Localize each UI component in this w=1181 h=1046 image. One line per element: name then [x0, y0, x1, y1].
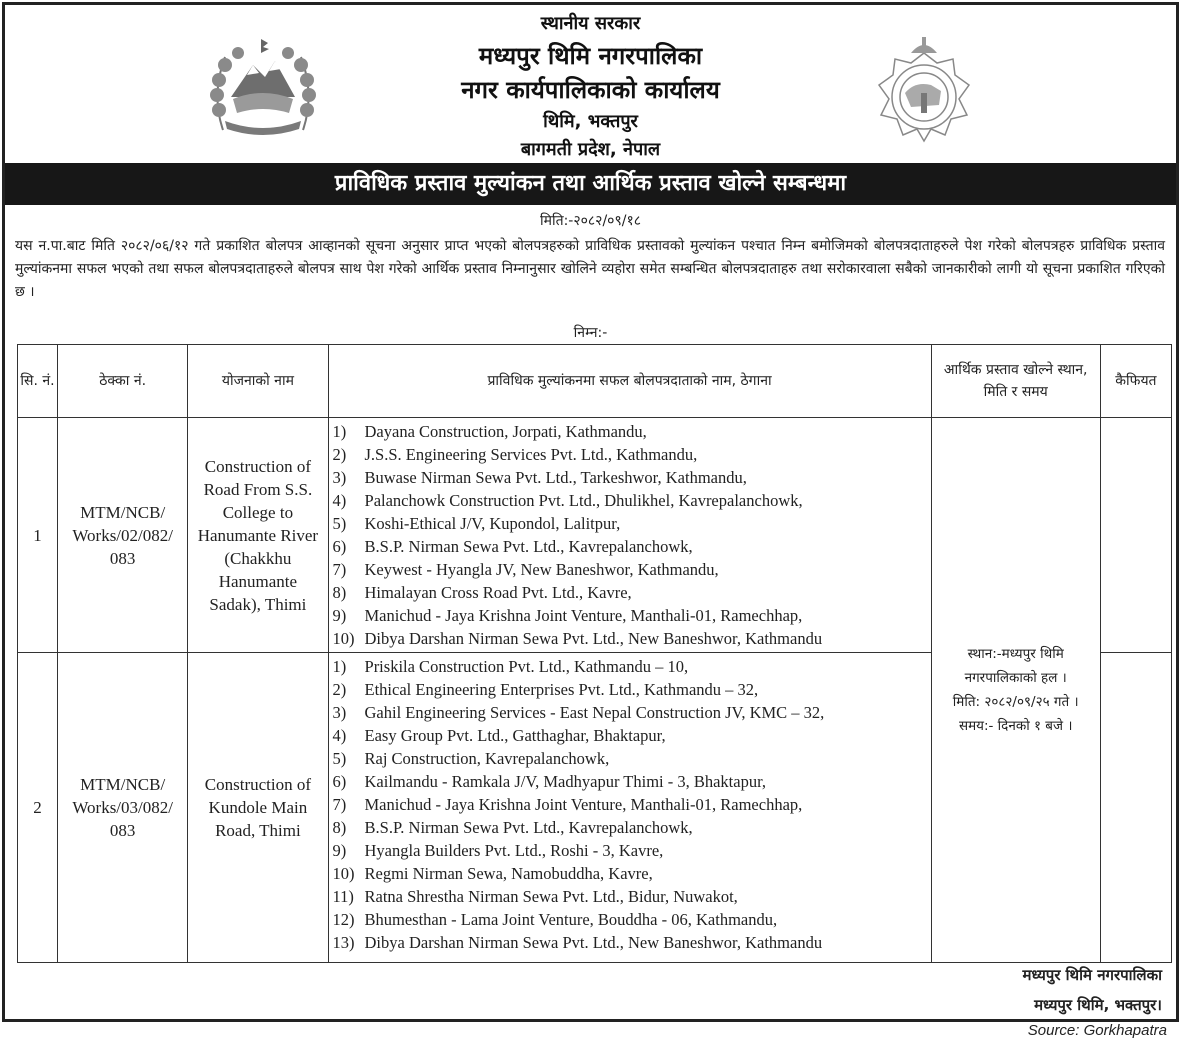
cell-opening-info — [931, 418, 1100, 963]
col-header-opening: आर्थिक प्रस्ताव खोल्ने स्थान, मिति र समय — [931, 345, 1100, 418]
table-row — [18, 418, 1172, 653]
header-local-government: स्थानीय सरकार — [540, 13, 641, 34]
bidder-item: 2) Ethical Engineering Enterprises Pvt. Ltd., Kathmandu – 32, — [332, 680, 759, 699]
signature-address: मध्यपुर थिमि, भक्तपुर। — [1034, 996, 1162, 1014]
notice-title-banner: प्राविधिक प्रस्ताव मुल्यांकन तथा आर्थिक प्रस्ताव खोल्ने सम्बन्धमा — [5, 163, 1176, 205]
bidders-table — [17, 344, 1172, 963]
bidder-item: 5) Koshi-Ethical J/V, Kupondol, Lalitpur, — [332, 514, 621, 533]
bidder-item: 9) Hyangla Builders Pvt. Ltd., Roshi - 3, Kavre, — [332, 841, 664, 860]
notice-date: मिति:-२०८२/०९/१८ — [539, 213, 642, 229]
header-province: बागमती प्रदेश, नेपाल — [520, 139, 661, 160]
col-header-sn: सि. नं. — [18, 345, 58, 418]
bidder-item: 7) Manichud - Jaya Krishna Joint Venture, Manthali-01, Ramechhap, — [332, 795, 803, 814]
notice-header — [5, 5, 1176, 165]
notice-frame — [2, 2, 1179, 1022]
bidder-item: 8) Himalayan Cross Road Pvt. Ltd., Kavre, — [332, 583, 632, 602]
list-intro: निम्न:- — [573, 325, 608, 341]
cell-sn: 1 — [18, 418, 58, 653]
signature-municipality: मध्यपुर थिमि नगरपालिका — [1022, 966, 1162, 984]
bidder-item: 10) Dibya Darshan Nirman Sewa Pvt. Ltd., New Baneshwor, Kathmandu — [332, 629, 823, 648]
cell-remarks — [1100, 653, 1171, 963]
col-header-project-name: योजनाको नाम — [188, 345, 328, 418]
col-header-bidders: प्राविधिक मुल्यांकनमा सफल बोलपत्रदाताको नाम, ठेगाना — [328, 345, 931, 418]
cell-project-name: Construction of Kundole Main Road, Thimi — [188, 653, 328, 963]
bidder-item: 11) Ratna Shrestha Nirman Sewa Pvt. Ltd., Bidur, Nuwakot, — [332, 887, 738, 906]
col-header-contract-no: ठेक्का नं. — [58, 345, 188, 418]
signature-block — [1022, 960, 1162, 1020]
bidder-item: 1) Dayana Construction, Jorpati, Kathmandu, — [332, 422, 647, 441]
opening-date: मिति: २०८२/०९/२५ गते । — [952, 694, 1079, 710]
opening-place: स्थान:-मध्यपुर थिमि नगरपालिकाको हल । — [964, 646, 1067, 686]
cell-contract-no: MTM/NCB/ Works/03/082/ 083 — [58, 653, 188, 963]
opening-time: समय:- दिनको १ बजे । — [958, 718, 1073, 734]
cell-bidders — [328, 418, 931, 653]
table-header-row — [18, 345, 1172, 418]
header-location: थिमि, भक्तपुर — [543, 111, 638, 132]
cell-contract-no: MTM/NCB/ Works/02/082/ 083 — [58, 418, 188, 653]
bidder-item: 1) Priskila Construction Pvt. Ltd., Kathmandu – 10, — [332, 657, 689, 676]
bidder-item: 2) J.S.S. Engineering Services Pvt. Ltd., Kathmandu, — [332, 445, 698, 464]
bidder-item: 4) Palanchowk Construction Pvt. Ltd., Dhulikhel, Kavrepalanchowk, — [332, 491, 803, 510]
cell-bidders — [328, 653, 931, 963]
bidder-item: 4) Easy Group Pvt. Ltd., Gatthaghar, Bhaktapur, — [332, 726, 666, 745]
source-credit: Source: Gorkhapatra — [1027, 1022, 1167, 1039]
bidder-item: 7) Keywest - Hyangla JV, New Baneshwor, Kathmandu, — [332, 560, 719, 579]
bidder-item: 3) Gahil Engineering Services - East Nepal Construction JV, KMC – 32, — [332, 703, 825, 722]
bidder-item: 5) Raj Construction, Kavrepalanchowk, — [332, 749, 610, 768]
bidder-item: 6) Kailmandu - Ramkala J/V, Madhyapur Thimi - 3, Bhaktapur, — [332, 772, 767, 791]
bidder-item: 3) Buwase Nirman Sewa Pvt. Ltd., Tarkeshwor, Kathmandu, — [332, 468, 747, 487]
madhyapur-thimi-municipality-seal-icon — [871, 35, 977, 150]
bidder-item: 13) Dibya Darshan Nirman Sewa Pvt. Ltd., New Baneshwor, Kathmandu — [332, 933, 823, 952]
bidder-item: 12) Bhumesthan - Lama Joint Venture, Bouddha - 06, Kathmandu, — [332, 910, 778, 929]
header-office-name: नगर कार्यपालिकाको कार्यालय — [461, 76, 720, 104]
notice-body: यस न.पा.बाट मिति २०८२/०६/१२ गते प्रकाशित बोलपत्र आव्हानको सूचना अनुसार प्राप्त भएको बोलपत्रहरुको प्राविधिक प्रस्तावको मुल्यांकन पश्चात निम्न बमोजिमको बोलपत्रदाताहरुले पेश गरेको बोलपत्रहरु प्राविधिक प्रस्ताव मुल्यांकनमा सफल भएको तथा सफल बोलपत्रदाताहरुले बोलपत्र साथ पेश गरेको आर्थिक प्रस्ताव निम्नानुसार खोलिने व्यहोरा समेत सम्बन्धित बोलपत्रदाताहरु तथा सरोकारवाला सबैको जानकारीको लागी यो सूचना प्रकाशित गरिएको छ । — [15, 238, 1165, 300]
bidder-item: 9) Manichud - Jaya Krishna Joint Venture, Manthali-01, Ramechhap, — [332, 606, 803, 625]
bidder-item: 8) B.S.P. Nirman Sewa Pvt. Ltd., Kavrepalanchowk, — [332, 818, 693, 837]
cell-remarks — [1100, 418, 1171, 653]
header-municipality-name: मध्यपुर थिमि नगरपालिका — [478, 42, 703, 70]
bidder-item: 6) B.S.P. Nirman Sewa Pvt. Ltd., Kavrepalanchowk, — [332, 537, 693, 556]
cell-project-name: Construction of Road From S.S. College to Hanumante River (Chakkhu Hanumante Sadak), Thimi — [188, 418, 328, 653]
col-header-remarks: कैफियत — [1100, 345, 1171, 418]
bidder-item: 10) Regmi Nirman Sewa, Namobuddha, Kavre, — [332, 864, 653, 883]
cell-sn: 2 — [18, 653, 58, 963]
